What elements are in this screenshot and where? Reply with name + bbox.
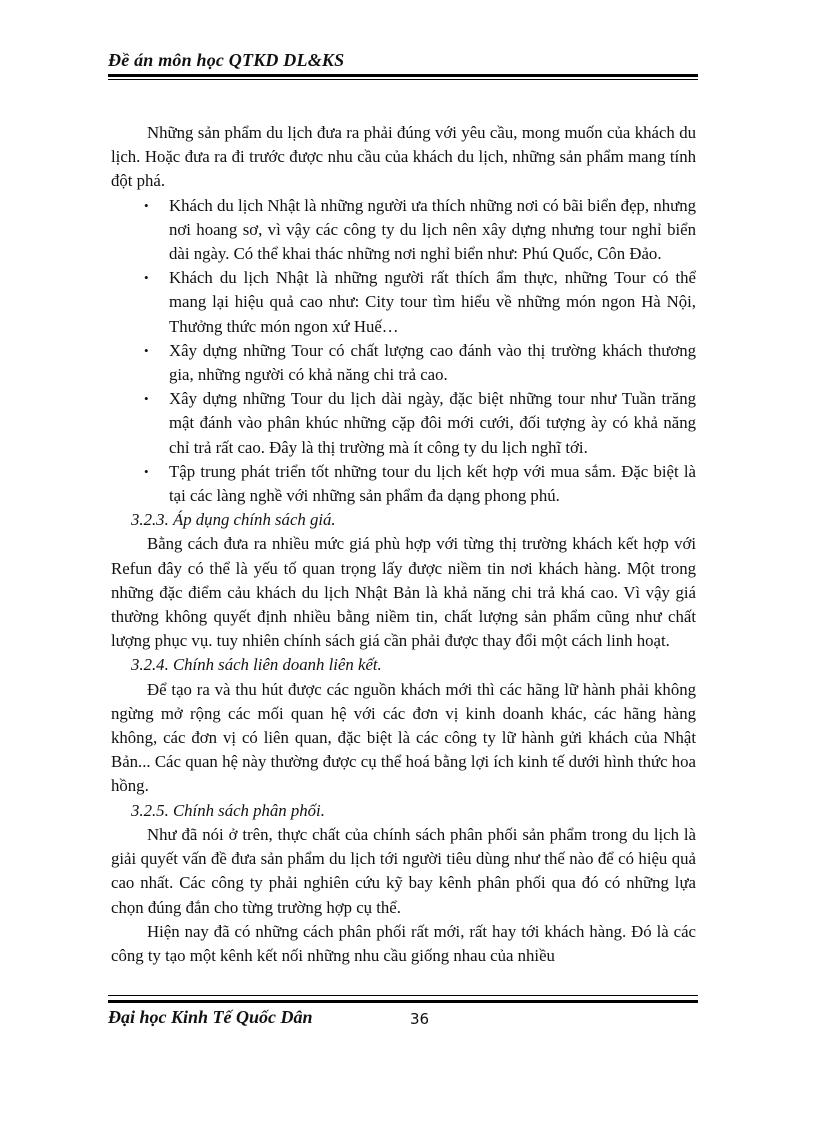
section-paragraph: Như đã nói ở trên, thực chất của chính sách phân phối sản phẩm trong du lịch là giải quyết vấn đề đưa sản phẩm du lịch tới người tiêu dùng như thế nào để có hiệu quả cao nhất. Các công ty phải nghiên cứu kỹ bay kênh phân phối qua đó có những lựa chọn đúng đắn cho từng trường hợp cụ thể. <box>111 824 696 917</box>
bullet-icon: • <box>144 391 149 407</box>
header-title: Đề án môn học QTKD DL&KS <box>108 50 345 70</box>
section-paragraph: Hiện nay đã có những cách phân phối rất mới, rất hay tới khách hàng. Đó là các công ty tạo một kênh kết nối những nhu cầu giống nhau của nhiều <box>111 921 696 965</box>
bullet-text: Khách du lịch Nhật là những người rất thích ẩm thực, những Tour có thể mang lại hiệu quả cao như: City tour tìm hiểu về những món ngon Hà Nội, Thưởng thức món ngon xứ Huế… <box>169 268 696 336</box>
bullet-item <box>111 339 696 387</box>
intro-paragraph: Những sản phẩm du lịch đưa ra phải đúng với yêu cầu, mong muốn của khách du lịch. Hoặc đưa ra đi trước được nhu cầu của khách du lịch, những sản phẩm mang tính đột phá. <box>111 123 696 191</box>
header-rule-thick <box>108 74 698 77</box>
footer-rule-thin <box>108 995 698 996</box>
bullet-icon: • <box>144 463 149 479</box>
section-heading-partnership: 3.2.4. Chính sách liên doanh liên kết. <box>131 655 382 675</box>
section-paragraph: Để tạo ra và thu hút được các nguồn khách mới thì các hãng lữ hành phải không ngừng mở rộng các mối quan hệ với các đơn vị kinh doanh khác, các hãng hàng không, các đơn vị có liên quan, đặc biệt là các công ty lữ hành gửi khách của Nhật Bản... Các quan hệ này thường được cụ thể hoá bằng lợi ích kinh tế dưới hình thức hoa hồng. <box>111 679 696 796</box>
bullet-text: Khách du lịch Nhật là những người ưa thích những nơi có bãi biển đẹp, nhưng nơi hoang sơ, vì vậy các công ty du lịch nên xây dựng nhưng tour nghỉ biển dài ngày. Có thể khai thác những nơi nghỉ biển như: Phú Quốc, Côn Đảo. <box>169 195 696 264</box>
footer-rule-thick <box>108 1000 698 1003</box>
page-body <box>111 121 696 968</box>
bullet-item <box>111 387 696 460</box>
section-heading-distribution: 3.2.5. Chính sách phân phối. <box>131 800 325 820</box>
bullet-item <box>111 266 696 339</box>
bullet-icon: • <box>144 342 149 358</box>
bullet-text: Xây dựng những Tour có chất lượng cao đánh vào thị trường khách thương gia, những người có khả năng chi trả cao. <box>169 340 696 385</box>
bullet-item <box>111 194 696 267</box>
bullet-icon: • <box>144 197 149 213</box>
bullet-icon: • <box>144 270 149 286</box>
bullet-item <box>111 460 696 508</box>
page-number: 36 <box>410 1010 430 1028</box>
footer-school: Đại học Kinh Tế Quốc Dân <box>108 1007 313 1027</box>
header-rule-thin <box>108 79 698 80</box>
bullet-list <box>111 194 696 509</box>
bullet-text: Xây dựng những Tour du lịch dài ngày, đặc biệt những tour như Tuần trăng mật đánh vào phân khúc những cặp đôi mới cưới, đối tượng ày có khả năng chỉ trả rất cao. Đây là thị trường mà ít công ty du lịch nghĩ tới. <box>169 389 696 457</box>
section-paragraph: Bằng cách đưa ra nhiều mức giá phù hợp với từng thị trường khách kết hợp với Refun đây có thể là yếu tố quan trọng lấy được niềm tin nơi khách hàng. Một trong những đặc điểm cảu khách du lịch Nhật Bản là khả năng chi trả khá cao. Vì vậy giá thường không quyết định nhiều bằng niềm tin, chất lượng sản phẩm cũng như chất lượng phục vụ. tuy nhiên chính sách giá cần phải được thay đổi một cách linh hoạt. <box>111 534 696 651</box>
bullet-text: Tập trung phát triển tốt những tour du lịch kết hợp với mua sắm. Đặc biệt là tại các làng nghề với những sản phẩm đa dạng phong phú. <box>169 461 696 506</box>
section-heading-pricing: 3.2.3. Áp dụng chính sách giá. <box>131 510 336 530</box>
